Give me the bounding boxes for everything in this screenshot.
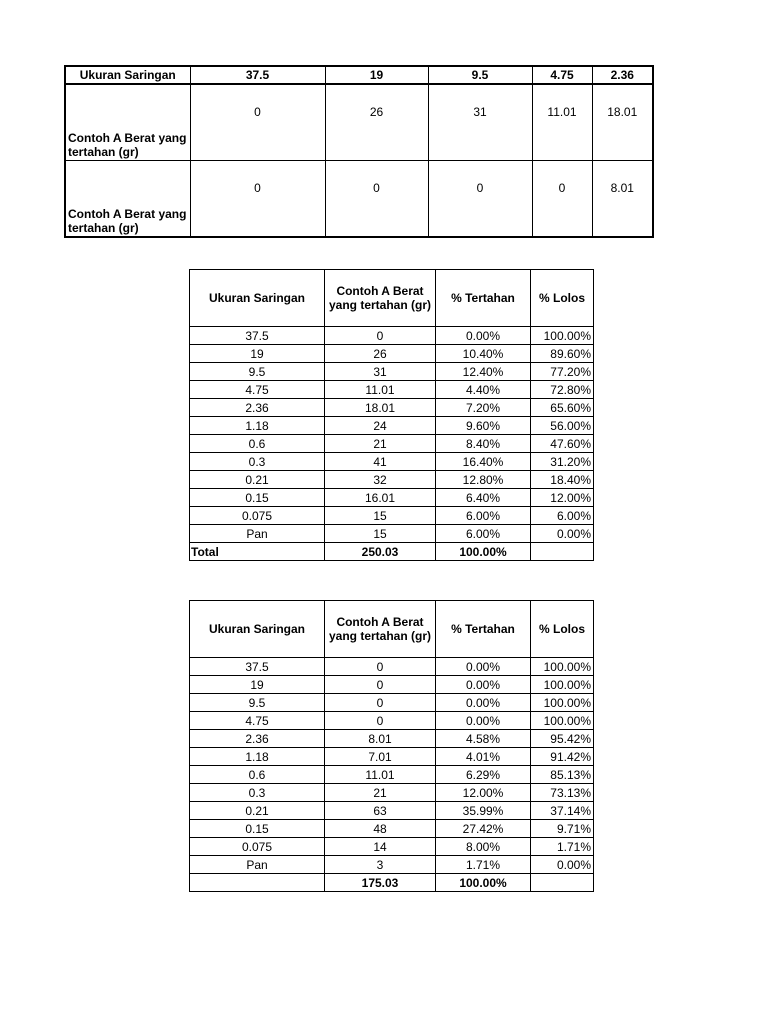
berat-cell: 26: [325, 345, 436, 363]
table-row: [190, 363, 594, 381]
value-cell: 31: [428, 84, 532, 161]
sieve-size-cell: 37.5: [190, 658, 325, 676]
tertahan-cell: 6.00%: [436, 507, 531, 525]
lolos-cell: 56.00%: [531, 417, 594, 435]
lolos-cell: 100.00%: [531, 676, 594, 694]
row-label: Contoh A Berat yang tertahan (gr): [65, 84, 190, 161]
total-row: [190, 874, 594, 892]
lolos-cell: 91.42%: [531, 748, 594, 766]
sieve-size-cell: 0.15: [190, 489, 325, 507]
table-row: [190, 784, 594, 802]
lolos-cell: 31.20%: [531, 453, 594, 471]
lolos-cell: 6.00%: [531, 507, 594, 525]
tertahan-cell: 10.40%: [436, 345, 531, 363]
value-cell: 0: [532, 161, 592, 238]
total-lolos: [531, 543, 594, 561]
table-row: [190, 435, 594, 453]
tertahan-cell: 16.40%: [436, 453, 531, 471]
table-row: [190, 838, 594, 856]
value-cell: 18.01: [592, 84, 653, 161]
sieve-summary-row: [65, 161, 653, 238]
berat-cell: 24: [325, 417, 436, 435]
table-row: [190, 730, 594, 748]
tertahan-cell: 6.40%: [436, 489, 531, 507]
header-cell: % Lolos: [531, 270, 594, 327]
tertahan-cell: 4.58%: [436, 730, 531, 748]
value-cell: 26: [325, 84, 428, 161]
berat-cell: 8.01: [325, 730, 436, 748]
lolos-cell: 72.80%: [531, 381, 594, 399]
sieve-size-cell: 0.3: [190, 453, 325, 471]
berat-cell: 7.01: [325, 748, 436, 766]
table-body: [190, 658, 594, 874]
lolos-cell: 100.00%: [531, 327, 594, 345]
table-row: [190, 453, 594, 471]
berat-cell: 0: [325, 712, 436, 730]
sieve-size-cell: 0.075: [190, 507, 325, 525]
sieve-size-cell: Pan: [190, 856, 325, 874]
total-row: [190, 543, 594, 561]
header-cell: Ukuran Saringan: [190, 601, 325, 658]
tertahan-cell: 0.00%: [436, 712, 531, 730]
tertahan-cell: 8.00%: [436, 838, 531, 856]
table-row: [190, 525, 594, 543]
sieve-size-cell: 2.36: [190, 730, 325, 748]
tertahan-cell: 12.80%: [436, 471, 531, 489]
table-row: [190, 676, 594, 694]
table-row: [190, 345, 594, 363]
berat-cell: 31: [325, 363, 436, 381]
sieve-size-cell: 0.21: [190, 471, 325, 489]
sieve-size-cell: 4.75: [190, 712, 325, 730]
tertahan-cell: 0.00%: [436, 327, 531, 345]
berat-cell: 16.01: [325, 489, 436, 507]
berat-cell: 0: [325, 676, 436, 694]
value-cell: 0: [190, 161, 325, 238]
sieve-size-cell: 0.15: [190, 820, 325, 838]
lolos-cell: 12.00%: [531, 489, 594, 507]
header-cell: % Lolos: [531, 601, 594, 658]
sieve-size-cell: 0.6: [190, 766, 325, 784]
lolos-cell: 100.00%: [531, 658, 594, 676]
tertahan-cell: 4.01%: [436, 748, 531, 766]
lolos-cell: 100.00%: [531, 712, 594, 730]
total-tertahan: 100.00%: [436, 874, 531, 892]
berat-cell: 21: [325, 784, 436, 802]
lolos-cell: 0.00%: [531, 856, 594, 874]
table-row: [190, 327, 594, 345]
table-header-row: [190, 270, 594, 327]
lolos-cell: 100.00%: [531, 694, 594, 712]
table-row: [190, 489, 594, 507]
table-row: [190, 712, 594, 730]
table-row: [190, 856, 594, 874]
gradation-table-a: [189, 269, 594, 561]
tertahan-cell: 7.20%: [436, 399, 531, 417]
berat-cell: 41: [325, 453, 436, 471]
berat-cell: 15: [325, 525, 436, 543]
sieve-size-cell: 2.36: [190, 399, 325, 417]
value-cell: 0: [428, 161, 532, 238]
table-row: [190, 399, 594, 417]
lolos-cell: 73.13%: [531, 784, 594, 802]
header-cell: 2.36: [592, 66, 653, 84]
sieve-summary-table: [64, 65, 654, 238]
berat-cell: 11.01: [325, 381, 436, 399]
sieve-size-cell: 9.5: [190, 694, 325, 712]
lolos-cell: 1.71%: [531, 838, 594, 856]
sieve-size-cell: 0.21: [190, 802, 325, 820]
berat-cell: 48: [325, 820, 436, 838]
tertahan-cell: 12.40%: [436, 363, 531, 381]
berat-cell: 14: [325, 838, 436, 856]
header-cell: Ukuran Saringan: [190, 270, 325, 327]
sieve-size-cell: 4.75: [190, 381, 325, 399]
sieve-size-cell: 9.5: [190, 363, 325, 381]
total-berat: 175.03: [325, 874, 436, 892]
sieve-size-cell: Pan: [190, 525, 325, 543]
lolos-cell: 65.60%: [531, 399, 594, 417]
berat-cell: 32: [325, 471, 436, 489]
value-cell: 8.01: [592, 161, 653, 238]
lolos-cell: 37.14%: [531, 802, 594, 820]
lolos-cell: 47.60%: [531, 435, 594, 453]
tertahan-cell: 6.00%: [436, 525, 531, 543]
berat-cell: 0: [325, 658, 436, 676]
total-berat: 250.03: [325, 543, 436, 561]
sieve-size-cell: 0.3: [190, 784, 325, 802]
value-cell: 0: [190, 84, 325, 161]
tertahan-cell: 8.40%: [436, 435, 531, 453]
berat-cell: 63: [325, 802, 436, 820]
berat-cell: 18.01: [325, 399, 436, 417]
berat-cell: 3: [325, 856, 436, 874]
table-row: [190, 417, 594, 435]
header-cell: Contoh A Berat yang tertahan (gr): [325, 601, 436, 658]
lolos-cell: 18.40%: [531, 471, 594, 489]
sieve-size-cell: 37.5: [190, 327, 325, 345]
table-row: [190, 471, 594, 489]
total-tertahan: 100.00%: [436, 543, 531, 561]
value-cell: 0: [325, 161, 428, 238]
table-row: [190, 820, 594, 838]
berat-cell: 0: [325, 694, 436, 712]
header-cell: 19: [325, 66, 428, 84]
berat-cell: 0: [325, 327, 436, 345]
table-row: [190, 766, 594, 784]
header-cell: % Tertahan: [436, 601, 531, 658]
row-label: Contoh A Berat yang tertahan (gr): [65, 161, 190, 238]
header-cell: Contoh A Berat yang tertahan (gr): [325, 270, 436, 327]
header-cell: 4.75: [532, 66, 592, 84]
sieve-size-cell: 0.6: [190, 435, 325, 453]
header-cell: % Tertahan: [436, 270, 531, 327]
sieve-size-cell: 19: [190, 345, 325, 363]
sieve-size-cell: 1.18: [190, 748, 325, 766]
berat-cell: 15: [325, 507, 436, 525]
table-row: [190, 694, 594, 712]
lolos-cell: 95.42%: [531, 730, 594, 748]
header-cell: 37.5: [190, 66, 325, 84]
table-row: [190, 802, 594, 820]
lolos-cell: 85.13%: [531, 766, 594, 784]
tertahan-cell: 0.00%: [436, 694, 531, 712]
tertahan-cell: 6.29%: [436, 766, 531, 784]
sieve-summary-row: [65, 84, 653, 161]
sieve-size-cell: 0.075: [190, 838, 325, 856]
tertahan-cell: 27.42%: [436, 820, 531, 838]
tertahan-cell: 12.00%: [436, 784, 531, 802]
total-lolos: [531, 874, 594, 892]
sieve-summary-header-row: [65, 66, 653, 84]
lolos-cell: 9.71%: [531, 820, 594, 838]
tertahan-cell: 9.60%: [436, 417, 531, 435]
tertahan-cell: 1.71%: [436, 856, 531, 874]
table-body: [190, 327, 594, 543]
table-row: [190, 658, 594, 676]
tertahan-cell: 0.00%: [436, 676, 531, 694]
sieve-size-cell: 19: [190, 676, 325, 694]
berat-cell: 11.01: [325, 766, 436, 784]
tertahan-cell: 4.40%: [436, 381, 531, 399]
table-row: [190, 507, 594, 525]
berat-cell: 21: [325, 435, 436, 453]
lolos-cell: 89.60%: [531, 345, 594, 363]
header-cell: Ukuran Saringan: [65, 66, 190, 84]
value-cell: 11.01: [532, 84, 592, 161]
lolos-cell: 0.00%: [531, 525, 594, 543]
gradation-table-b: [189, 600, 594, 892]
table-row: [190, 381, 594, 399]
total-label: Total: [190, 543, 325, 561]
tertahan-cell: 0.00%: [436, 658, 531, 676]
header-cell: 9.5: [428, 66, 532, 84]
total-label: [190, 874, 325, 892]
lolos-cell: 77.20%: [531, 363, 594, 381]
table-header-row: [190, 601, 594, 658]
table-row: [190, 748, 594, 766]
tertahan-cell: 35.99%: [436, 802, 531, 820]
sieve-size-cell: 1.18: [190, 417, 325, 435]
